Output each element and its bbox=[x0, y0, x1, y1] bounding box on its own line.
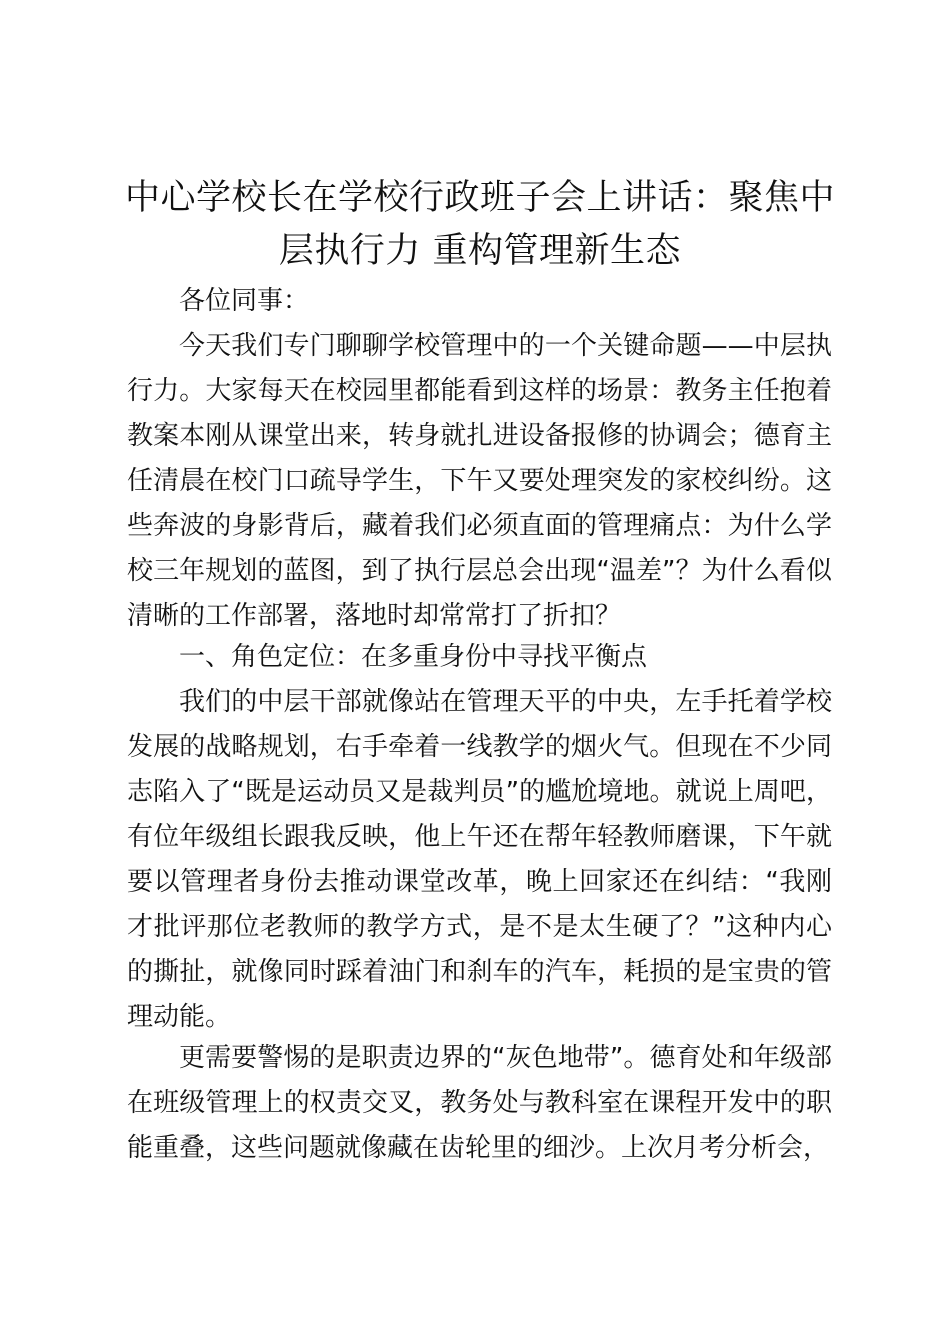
paragraph-3: 更需要警惕的是职责边界的“灰色地带”。德育处和年级部在班级管理上的权责交叉，教务处与教科室在课程开发中的职能重叠，这些问题就像藏在齿轮里的细沙。上次月考分析会， bbox=[127, 1043, 832, 1163]
section-heading-1: 一、角色定位：在多重身份中寻找平衡点 bbox=[179, 642, 648, 672]
document-title: 中心学校长在学校行政班子会上讲话：聚焦中层执行力 重构管理新生态 bbox=[124, 178, 835, 271]
paragraph-2: 我们的中层干部就像站在管理天平的中央，左手托着学校发展的战略规划，右手牵着一线教学的烟火气。但现在不少同志陷入了“既是运动员又是裁判员”的尴尬境地。就说上周吧，有位年级组长跟我反映，他上午还在帮年轻教师磨课，下午就要以管理者身份去推动课堂改革，晚上回家还在纠结：“我刚才批评那位老教师的教学方式，是不是太生硬了？”这种内心的撕扯，就像同时踩着油门和刹车的汽车，耗损的是宝贵的管理动能。 bbox=[127, 687, 832, 1032]
paragraph-1: 今天我们专门聊聊学校管理中的一个关键命题——中层执行力。大家每天在校园里都能看到这样的场景：教务主任抱着教案本刚从课堂出来，转身就扎进设备报修的协调会；德育主任清晨在校门口疏导学生，下午又要处理突发的家校纠纷。这些奔波的身影背后，藏着我们必须直面的管理痛点：为什么学校三年规划的蓝图，到了执行层总会出现“温差”？为什么看似清晰的工作部署，落地时却常常打了折扣？ bbox=[127, 331, 832, 631]
greeting: 各位同事： bbox=[179, 286, 310, 316]
